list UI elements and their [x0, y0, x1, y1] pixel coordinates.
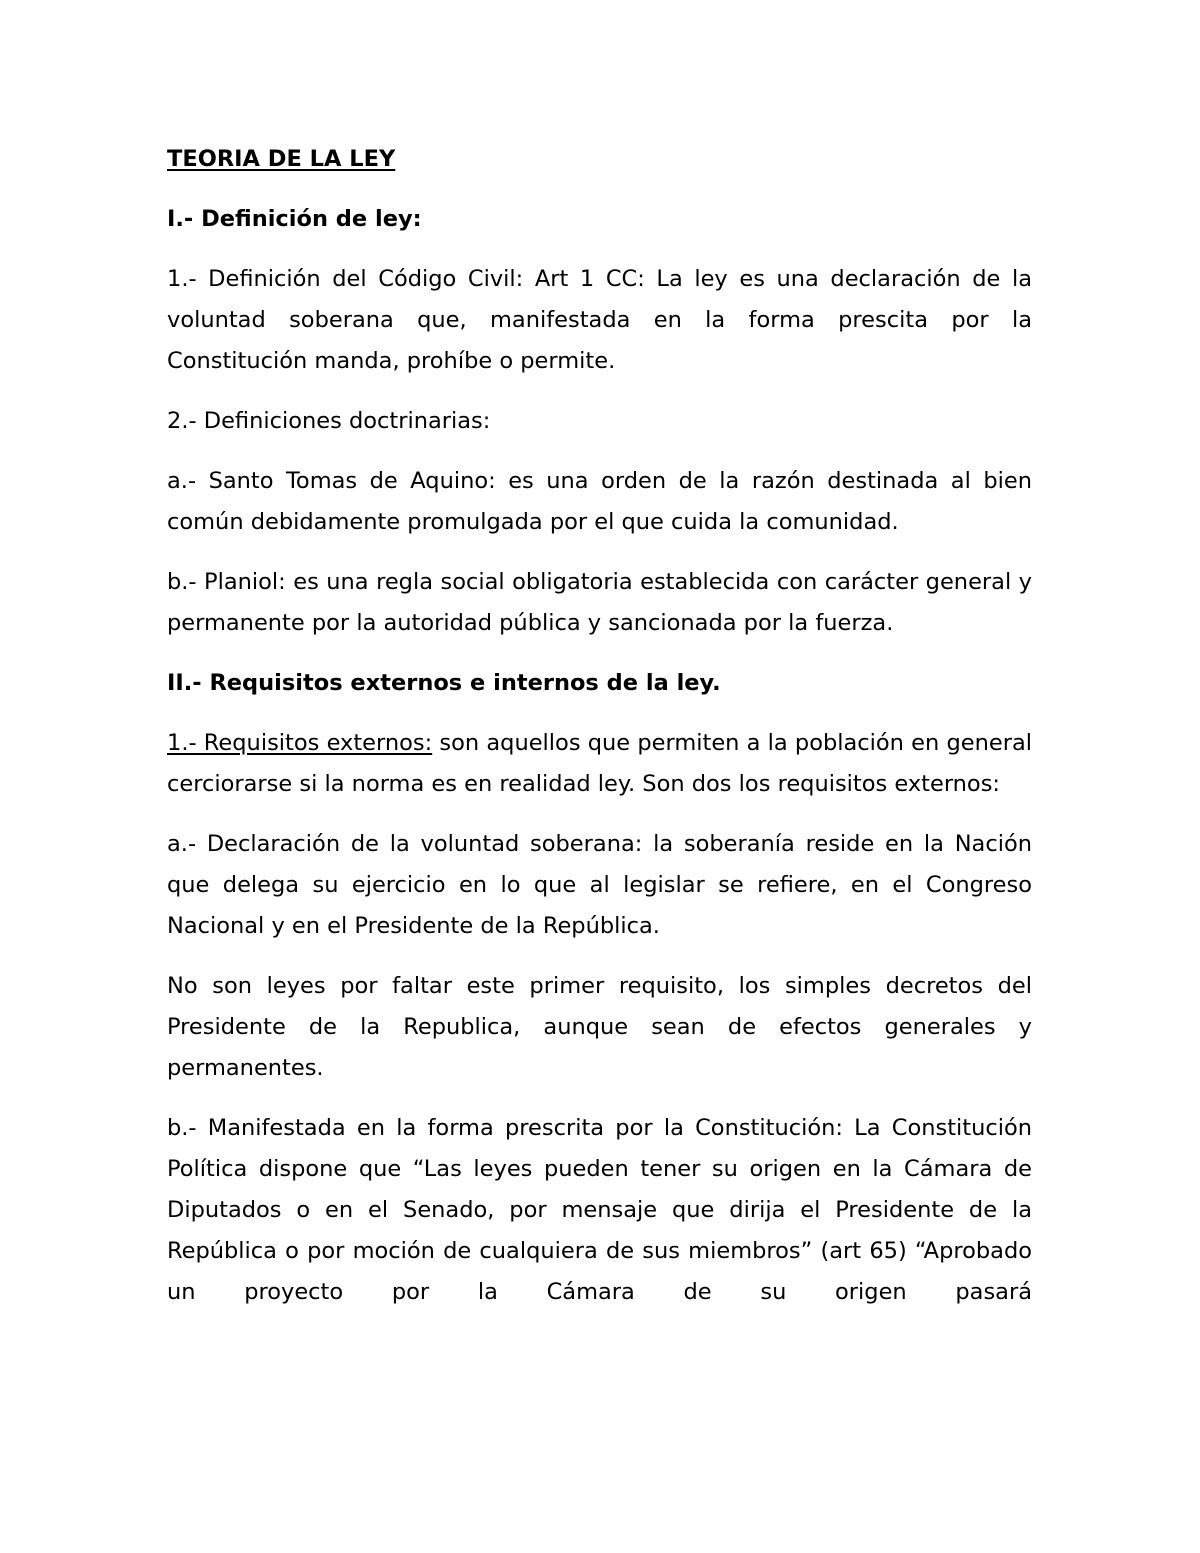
paragraph-external-requirements	[167, 723, 1032, 805]
section-2-heading: II.- Requisitos externos e internos de la ley.	[167, 670, 721, 696]
paragraph-not-laws: No son leyes por faltar este primer requisito, los simples decretos del Presidente de la Republica, aunque sean de efectos generales y permanentes.	[167, 973, 1032, 1081]
paragraph-constitution-form: b.- Manifestada en la forma prescrita por la Constitución: La Constitución Política dispone que “Las leyes pueden tener su origen en la Cámara de Diputados o en el Senado, por mensaje que dirija el Presidente de la República o por moción de cualquiera de sus miembros” (art 65) “Aprobado un proyecto por la Cámara de su origen pasará	[167, 1115, 1032, 1305]
paragraph-sovereign-will: a.- Declaración de la voluntad soberana: la soberanía reside en la Nación que delega su ejercicio en lo que al legislar se refiere, en el Congreso Nacional y en el Presidente de la República.	[167, 831, 1032, 939]
document-title: TEORIA DE LA LEY	[167, 146, 396, 172]
external-requirements-text: son aquellos que permiten a la población en general cerciorarse si la norma es en realidad ley. Son dos los requisitos externos:	[167, 730, 1032, 797]
paragraph-doctrinal-definitions: 2.- Definiciones doctrinarias:	[167, 408, 491, 434]
paragraph-planiol: b.- Planiol: es una regla social obligatoria establecida con carácter general y permanente por la autoridad pública y sancionada por la fuerza.	[167, 569, 1032, 636]
document-page	[167, 139, 1032, 1332]
paragraph-santo-tomas: a.- Santo Tomas de Aquino: es una orden de la razón destinada al bien común debidamente promulgada por el que cuida la comunidad.	[167, 468, 1032, 535]
external-requirements-label: 1.- Requisitos externos:	[167, 730, 433, 756]
section-1-heading: I.- Definición de ley:	[167, 206, 422, 232]
paragraph-codigo-civil-definition: 1.- Definición del Código Civil: Art 1 CC: La ley es una declaración de la voluntad soberana que, manifestada en la forma prescita por la Constitución manda, prohíbe o permite.	[167, 266, 1032, 374]
